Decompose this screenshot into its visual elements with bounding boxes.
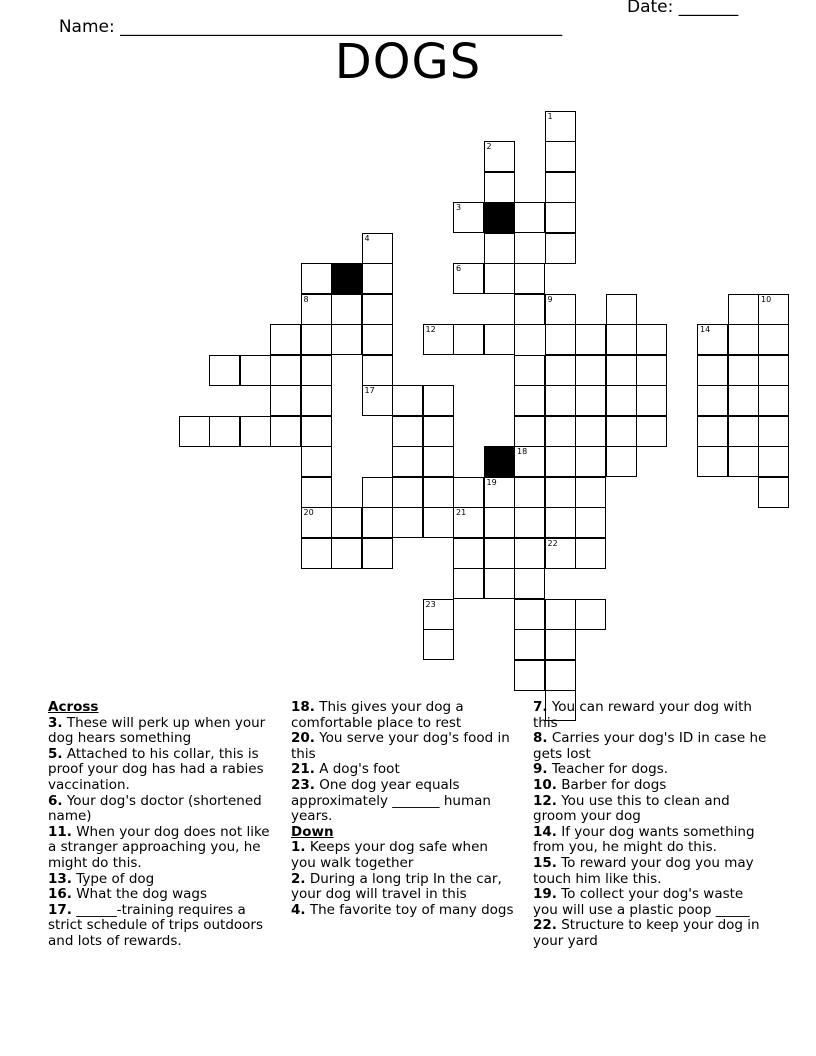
crossword-cell[interactable] <box>514 660 545 691</box>
crossword-cell[interactable] <box>514 355 545 386</box>
clue-number: 19 <box>486 477 497 487</box>
crossword-cell[interactable] <box>301 324 332 355</box>
crossword-cell[interactable] <box>545 416 576 447</box>
clues-column-3 <box>533 700 768 950</box>
crossword-cell[interactable] <box>697 446 728 477</box>
crossword-cell[interactable] <box>240 416 271 447</box>
clue-number-label: 2. <box>291 870 306 887</box>
crossword-cell[interactable] <box>697 355 728 386</box>
crossword-cell[interactable] <box>362 263 393 294</box>
clue-item <box>533 856 768 887</box>
clue-text: Carries your dog's ID in case he gets lost <box>533 730 767 762</box>
crossword-cell[interactable] <box>514 202 545 233</box>
clues-column-1 <box>48 700 273 950</box>
clue-number-label: 19. <box>533 886 557 903</box>
crossword-cell[interactable] <box>270 355 301 386</box>
clue-number: 8 <box>303 294 309 304</box>
across-clue-list-continued <box>291 700 516 825</box>
clue-item <box>533 778 768 794</box>
clue-number-label: 8. <box>533 730 548 747</box>
clue-number-label: 12. <box>533 792 557 809</box>
crossword-cell[interactable] <box>453 507 484 538</box>
crossword-cell[interactable] <box>514 446 545 477</box>
clue-text: One dog year equals approximately _______ human years. <box>291 776 491 825</box>
clue-item <box>533 887 768 918</box>
crossword-cell[interactable] <box>301 507 332 538</box>
crossword-cell[interactable] <box>209 355 240 386</box>
crossword-cell[interactable] <box>728 324 759 355</box>
crossword-cell[interactable] <box>758 355 789 386</box>
name-field[interactable]: Name: ____________________________________________________ <box>58 17 563 37</box>
clue-number-label: 10. <box>533 776 557 793</box>
crossword-cell[interactable] <box>545 294 576 325</box>
clue-number: 6 <box>456 264 462 273</box>
crossword-cell[interactable] <box>514 599 545 630</box>
clue-item <box>48 716 273 747</box>
crossword-cell[interactable] <box>514 477 545 508</box>
crossword-cell[interactable] <box>423 416 454 447</box>
clue-number-label: 4. <box>291 901 306 918</box>
crossword-cell[interactable] <box>392 446 423 477</box>
clue-number-label: 22. <box>533 917 557 934</box>
clue-number-label: 16. <box>48 886 72 903</box>
crossword-cell[interactable] <box>545 446 576 477</box>
crossword-cell[interactable] <box>514 263 545 294</box>
clue-item <box>533 731 768 762</box>
crossword-cell[interactable] <box>545 599 576 630</box>
crossword-cell[interactable] <box>545 538 576 569</box>
clue-item <box>291 762 516 778</box>
clue-text: To reward your dog you may touch him like this. <box>533 854 754 887</box>
clue-number-label: 9. <box>533 761 548 778</box>
crossword-cell[interactable] <box>758 446 789 477</box>
crossword-cell[interactable] <box>301 263 332 294</box>
crossword-cell[interactable] <box>575 385 606 416</box>
crossword-cell[interactable] <box>545 141 576 172</box>
page-title: DOGS <box>334 34 482 90</box>
crossword-cell[interactable] <box>453 202 484 233</box>
clue-text: During a long trip In the car, your dog will travel in this <box>291 870 502 903</box>
down-clue-list <box>291 840 516 918</box>
clue-item <box>48 825 273 872</box>
crossword-cell[interactable] <box>331 294 362 325</box>
crossword-cell[interactable] <box>728 294 759 325</box>
clue-number: 10 <box>761 294 772 304</box>
clue-item <box>533 825 768 856</box>
crossword-cell[interactable] <box>423 629 454 660</box>
crossword-cell[interactable] <box>606 446 637 477</box>
crossword-cell[interactable] <box>545 111 576 142</box>
crossword-cell[interactable] <box>575 599 606 630</box>
crossword-cell[interactable] <box>270 385 301 416</box>
down-clue-list-continued <box>533 700 768 950</box>
clue-text: This gives your dog a comfortable place to rest <box>291 699 464 731</box>
clue-item <box>48 872 273 888</box>
clue-number-label: 13. <box>48 870 72 887</box>
clue-item <box>48 903 273 950</box>
crossword-cell[interactable] <box>453 263 484 294</box>
crossword-cell[interactable] <box>362 233 393 264</box>
clue-number: 22 <box>547 538 558 548</box>
crossword-cell[interactable] <box>758 294 789 325</box>
across-heading: Across <box>48 699 99 715</box>
clue-text: The favorite toy of many dogs <box>305 901 514 918</box>
crossword-cell[interactable] <box>514 629 545 660</box>
crossword-cell[interactable] <box>362 355 393 386</box>
crossword-cell[interactable] <box>423 599 454 630</box>
crossword-cell[interactable] <box>758 385 789 416</box>
crossword-cell[interactable] <box>545 355 576 386</box>
crossword-cell[interactable] <box>209 416 240 447</box>
clue-number: 20 <box>303 508 314 517</box>
clue-text: These will perk up when your dog hears something <box>48 714 266 747</box>
crossword-cell[interactable] <box>423 324 454 355</box>
clue-item <box>533 762 768 778</box>
crossword-cell[interactable] <box>606 355 637 386</box>
crossword-cell[interactable] <box>514 294 545 325</box>
crossword-cell[interactable] <box>301 477 332 508</box>
clue-text: Structure to keep your dog in your yard <box>533 917 760 949</box>
clue-number-label: 23. <box>291 776 315 793</box>
crossword-cell[interactable] <box>362 385 393 416</box>
clue-item <box>533 700 768 731</box>
clue-number: 12 <box>425 325 436 334</box>
crossword-black-cell <box>484 202 515 233</box>
clue-text: When your dog does not like a stranger approaching you, he might do this. <box>48 823 270 871</box>
clue-item <box>48 794 273 825</box>
crossword-cell[interactable] <box>575 355 606 386</box>
clue-number-label: 21. <box>291 761 315 778</box>
clue-number: 1 <box>547 111 553 121</box>
clue-number: 9 <box>547 294 553 304</box>
crossword-cell[interactable] <box>606 294 637 325</box>
crossword-cell[interactable] <box>514 568 545 599</box>
clue-text: To collect your dog's waste you will use a plastic poop _____ <box>533 886 750 918</box>
crossword-cell[interactable] <box>484 568 515 599</box>
clue-number: 5 <box>334 264 340 273</box>
crossword-cell[interactable] <box>484 477 515 508</box>
crossword-cell[interactable] <box>301 294 332 325</box>
crossword-cell[interactable] <box>514 416 545 447</box>
crossword-cell[interactable] <box>392 416 423 447</box>
crossword-cell[interactable] <box>484 263 515 294</box>
clue-number-label: 1. <box>291 839 306 856</box>
crossword-cell[interactable] <box>453 324 484 355</box>
crossword-cell[interactable] <box>301 355 332 386</box>
clue-number: 23 <box>425 599 436 609</box>
clue-number: 2 <box>486 142 492 151</box>
crossword-cell[interactable] <box>301 538 332 569</box>
crossword-cell[interactable] <box>545 385 576 416</box>
clue-text: Attached to his collar, this is proof your dog has had a rabies vaccination. <box>48 745 264 793</box>
crossword-cell[interactable] <box>545 172 576 203</box>
crossword-black-cell <box>484 446 515 477</box>
crossword-cell[interactable] <box>575 416 606 447</box>
clue-text: What the dog wags <box>71 886 208 903</box>
across-clue-list <box>48 716 273 950</box>
crossword-cell[interactable] <box>362 294 393 325</box>
crossword-cell[interactable] <box>392 507 423 538</box>
clue-number: 14 <box>700 325 711 334</box>
crossword-cell[interactable] <box>331 538 362 569</box>
crossword-cell[interactable] <box>453 568 484 599</box>
crossword-cell[interactable] <box>484 141 515 172</box>
clue-number-label: 11. <box>48 823 72 840</box>
clue-number-label: 14. <box>533 823 557 840</box>
crossword-cell[interactable] <box>514 507 545 538</box>
clue-item <box>291 903 516 919</box>
clue-text: You can reward your dog with this <box>533 699 752 731</box>
crossword-cell[interactable] <box>484 507 515 538</box>
clue-item <box>291 700 516 731</box>
crossword-cell[interactable] <box>697 416 728 447</box>
clue-number-label: 6. <box>48 792 63 809</box>
crossword-cell[interactable] <box>514 385 545 416</box>
crossword-cell[interactable] <box>484 172 515 203</box>
crossword-black-cell <box>331 263 362 294</box>
crossword-cell[interactable] <box>453 538 484 569</box>
crossword-cell[interactable] <box>514 538 545 569</box>
crossword-cell[interactable] <box>362 538 393 569</box>
crossword-cell[interactable] <box>331 507 362 538</box>
clue-text: A dog's foot <box>314 761 400 778</box>
clue-text: Keeps your dog safe when you walk together <box>291 839 488 871</box>
clue-text: You serve your dog's food in this <box>291 730 510 762</box>
crossword-cell[interactable] <box>728 416 759 447</box>
crossword-cell[interactable] <box>728 446 759 477</box>
clue-item <box>291 778 516 825</box>
clue-number: 3 <box>456 203 462 212</box>
crossword-cell[interactable] <box>484 324 515 355</box>
crossword-cell[interactable] <box>636 355 667 386</box>
clue-number-label: 20. <box>291 730 315 747</box>
clue-text: Your dog's doctor (shortened name) <box>48 792 262 825</box>
crossword-cell[interactable] <box>545 233 576 264</box>
crossword-cell[interactable] <box>270 416 301 447</box>
crossword-cell[interactable] <box>606 324 637 355</box>
crossword-cell[interactable] <box>545 324 576 355</box>
crossword-cell[interactable] <box>392 477 423 508</box>
crossword-cell[interactable] <box>301 416 332 447</box>
crossword-cell[interactable] <box>545 507 576 538</box>
crossword-cell[interactable] <box>484 538 515 569</box>
down-heading: Down <box>291 823 334 840</box>
date-field[interactable]: Date: _______ <box>627 0 739 17</box>
clue-item <box>291 872 516 903</box>
crossword-cell[interactable] <box>575 538 606 569</box>
crossword-cell[interactable] <box>575 324 606 355</box>
crossword-cell[interactable] <box>301 446 332 477</box>
crossword-cell[interactable] <box>606 385 637 416</box>
crossword-cell[interactable] <box>362 324 393 355</box>
crossword-cell[interactable] <box>484 233 515 264</box>
clue-number-label: 5. <box>48 745 63 762</box>
crossword-cell[interactable] <box>545 477 576 508</box>
crossword-cell[interactable] <box>270 324 301 355</box>
crossword-cell[interactable] <box>362 477 393 508</box>
crossword-cell[interactable] <box>758 416 789 447</box>
clues-column-2 <box>291 700 516 918</box>
crossword-cell[interactable] <box>575 477 606 508</box>
crossword-cell[interactable] <box>545 629 576 660</box>
clue-item <box>48 887 273 903</box>
crossword-cell[interactable] <box>423 507 454 538</box>
crossword-cell[interactable] <box>545 202 576 233</box>
crossword-cell[interactable] <box>758 477 789 508</box>
crossword-cell[interactable] <box>636 385 667 416</box>
clue-number-label: 3. <box>48 714 63 731</box>
crossword-cell[interactable] <box>575 507 606 538</box>
clue-number: 21 <box>456 508 467 517</box>
crossword-cell[interactable] <box>331 324 362 355</box>
crossword-cell[interactable] <box>636 416 667 447</box>
clue-text: Teacher for dogs. <box>547 761 669 778</box>
crossword-cell[interactable] <box>423 385 454 416</box>
crossword-cell[interactable] <box>423 477 454 508</box>
clue-number-label: 15. <box>533 854 557 871</box>
clue-item <box>291 840 516 871</box>
crossword-cell[interactable] <box>453 477 484 508</box>
clue-number: 17 <box>364 386 375 395</box>
clue-text: You use this to clean and groom your dog <box>533 792 730 825</box>
clue-item <box>533 918 768 949</box>
crossword-cell[interactable] <box>636 324 667 355</box>
clue-number: 18 <box>517 447 528 456</box>
crossword-cell[interactable] <box>179 416 210 447</box>
crossword-cell[interactable] <box>423 446 454 477</box>
crossword-cell[interactable] <box>545 660 576 691</box>
crossword-cell[interactable] <box>697 324 728 355</box>
clue-item <box>291 731 516 762</box>
clue-number-label: 18. <box>291 699 315 715</box>
clue-number-label: 7. <box>533 699 548 715</box>
clue-text: Type of dog <box>71 870 155 887</box>
clue-text: If your dog wants something from you, he might do this. <box>533 823 755 856</box>
crossword-cell[interactable] <box>728 355 759 386</box>
crossword-cell[interactable] <box>697 385 728 416</box>
clue-item <box>533 794 768 825</box>
clue-item <box>48 747 273 794</box>
crossword-cell[interactable] <box>728 385 759 416</box>
clue-number: 4 <box>364 233 370 243</box>
clue-number-label: 17. <box>48 901 72 918</box>
crossword-cell[interactable] <box>392 385 423 416</box>
crossword-cell[interactable] <box>758 324 789 355</box>
crossword-cell[interactable] <box>606 416 637 447</box>
crossword-cell[interactable] <box>301 385 332 416</box>
crossword-cell[interactable] <box>575 446 606 477</box>
clue-text: ______-training requires a strict schedule of trips outdoors and lots of rewards. <box>48 901 263 949</box>
crossword-cell[interactable] <box>362 507 393 538</box>
clue-text: Barber for dogs <box>556 776 667 793</box>
crossword-cell[interactable] <box>240 355 271 386</box>
